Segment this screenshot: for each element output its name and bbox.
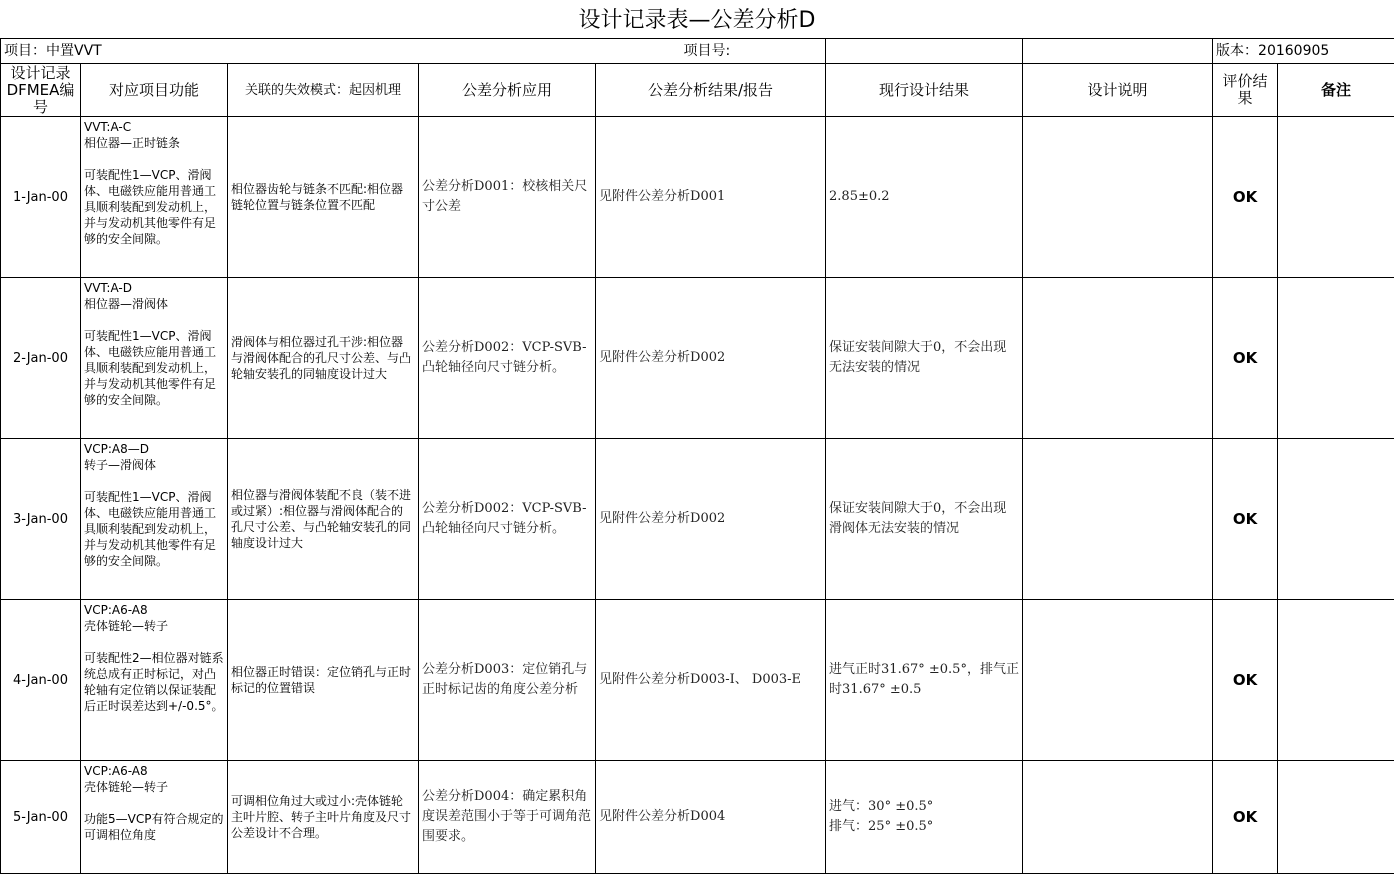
function-cell[interactable] (81, 278, 228, 439)
table-row (1, 117, 1394, 278)
tolerance-application-cell[interactable]: 公差分析D004：确定累积角度误差范围小于等于可调角范围要求。 (419, 761, 596, 874)
current-result-intake: 进气：30° ±0.5° (829, 797, 1019, 817)
evaluation-cell[interactable]: OK (1213, 117, 1278, 278)
failure-mode-cell[interactable]: 相位器正时错误：定位销孔与正时标记的位置错误 (228, 600, 419, 761)
failure-mode-cell[interactable]: 滑阀体与相位器过孔干涉:相位器与滑阀体配合的孔尺寸公差、与凸轮轴安装孔的同轴度设计过大 (228, 278, 419, 439)
design-note-cell[interactable] (1023, 117, 1213, 278)
project-no-label[interactable]: 项目号: (596, 39, 826, 64)
function-desc: 可装配性1—VCP、滑阀体、电磁铁应能用普通工具顺利装配到发动机上，并与发动机其他零件有足够的安全间隙。 (84, 489, 224, 569)
design-record-table (0, 38, 1394, 874)
header-row (1, 64, 1394, 117)
table-row (1, 439, 1394, 600)
evaluation-cell[interactable]: OK (1213, 600, 1278, 761)
header-evaluation[interactable]: 评价结果 (1213, 64, 1278, 117)
evaluation-cell[interactable]: OK (1213, 761, 1278, 874)
remark-cell[interactable] (1278, 278, 1394, 439)
header-tolerance-application[interactable]: 公差分析应用 (419, 64, 596, 117)
header-dfmea-no-label: DFMEA编号 (4, 82, 77, 116)
header-tolerance-result[interactable]: 公差分析结果/报告 (596, 64, 826, 117)
header-failure-mode[interactable]: 关联的失效模式：起因机理 (228, 64, 419, 117)
current-result-exhaust: 排气：25° ±0.5° (829, 817, 1019, 837)
project-no-value[interactable] (826, 39, 1023, 64)
header-remark[interactable]: 备注 (1278, 64, 1394, 117)
function-cell[interactable] (81, 761, 228, 874)
tolerance-result-cell[interactable]: 见附件公差分析D002 (596, 439, 826, 600)
current-result-cell[interactable]: 进气正时31.67° ±0.5°，排气正时31.67° ±0.5 (826, 600, 1023, 761)
function-code: VCP:A8—D (84, 441, 224, 457)
design-note-cell[interactable] (1023, 278, 1213, 439)
function-cell[interactable] (81, 439, 228, 600)
current-result-cell[interactable] (826, 761, 1023, 874)
failure-mode-cell[interactable]: 相位器与滑阀体装配不良（装不进或过紧）:相位器与滑阀体配合的孔尺寸公差、与凸轮轴安装孔的同轴度设计过大 (228, 439, 419, 600)
header-function[interactable]: 对应项目功能 (81, 64, 228, 117)
function-cell[interactable] (81, 117, 228, 278)
function-cell[interactable] (81, 600, 228, 761)
blank-cell[interactable] (1023, 39, 1213, 64)
record-id[interactable]: 4-Jan-00 (1, 600, 81, 761)
function-code: VVT:A-D (84, 280, 224, 296)
function-title: 相位器—滑阀体 (84, 296, 224, 312)
record-id[interactable]: 1-Jan-00 (1, 117, 81, 278)
info-row (1, 39, 1394, 64)
tolerance-application-cell[interactable]: 公差分析D002：VCP-SVB-凸轮轴径向尺寸链分析。 (419, 439, 596, 600)
function-code: VCP:A6-A8 (84, 602, 224, 618)
tolerance-result-cell[interactable]: 见附件公差分析D002 (596, 278, 826, 439)
function-code: VVT:A-C (84, 119, 224, 135)
tolerance-result-cell[interactable]: 见附件公差分析D001 (596, 117, 826, 278)
failure-mode-cell[interactable]: 相位器齿轮与链条不匹配:相位器链轮位置与链条位置不匹配 (228, 117, 419, 278)
current-result-cell[interactable]: 保证安装间隙大于0，不会出现无法安装的情况 (826, 278, 1023, 439)
remark-cell[interactable] (1278, 600, 1394, 761)
record-id[interactable]: 3-Jan-00 (1, 439, 81, 600)
tolerance-application-cell[interactable]: 公差分析D001：校核相关尺寸公差 (419, 117, 596, 278)
tolerance-result-cell[interactable]: 见附件公差分析D004 (596, 761, 826, 874)
table-row (1, 278, 1394, 439)
function-title: 相位器—正时链条 (84, 135, 224, 151)
function-title: 壳体链轮—转子 (84, 779, 224, 795)
function-desc: 可装配性1—VCP、滑阀体、电磁铁应能用普通工具顺利装配到发动机上，并与发动机其他零件有足够的安全间隙。 (84, 328, 224, 408)
record-id[interactable]: 2-Jan-00 (1, 278, 81, 439)
current-result-cell[interactable]: 2.85±0.2 (826, 117, 1023, 278)
function-title: 转子—滑阀体 (84, 457, 224, 473)
version-cell[interactable]: 版本：20160905 (1213, 39, 1394, 64)
table-row (1, 761, 1394, 874)
failure-mode-cell[interactable]: 可调相位角过大或过小:壳体链轮主叶片腔、转子主叶片角度及尺寸公差设计不合理。 (228, 761, 419, 874)
design-note-cell[interactable] (1023, 600, 1213, 761)
header-design-note[interactable]: 设计说明 (1023, 64, 1213, 117)
table-row (1, 600, 1394, 761)
sheet-title: 设计记录表—公差分析D (0, 0, 1394, 38)
remark-cell[interactable] (1278, 439, 1394, 600)
record-id[interactable]: 5-Jan-00 (1, 761, 81, 874)
function-desc: 可装配性1—VCP、滑阀体、电磁铁应能用普通工具顺利装配到发动机上，并与发动机其他零件有足够的安全间隙。 (84, 167, 224, 247)
tolerance-application-cell[interactable]: 公差分析D003：定位销孔与正时标记齿的角度公差分析 (419, 600, 596, 761)
function-desc: 功能5—VCP有符合规定的可调相位角度 (84, 811, 224, 843)
design-note-cell[interactable] (1023, 761, 1213, 874)
tolerance-application-cell[interactable]: 公差分析D002：VCP-SVB-凸轮轴径向尺寸链分析。 (419, 278, 596, 439)
header-current-result[interactable]: 现行设计结果 (826, 64, 1023, 117)
function-desc: 可装配性2—相位器对链系统总成有正时标记，对凸轮轴有定位销以保证装配后正时误差达到+/-0.5°。 (84, 650, 224, 714)
function-title: 壳体链轮—转子 (84, 618, 224, 634)
evaluation-cell[interactable]: OK (1213, 278, 1278, 439)
remark-cell[interactable] (1278, 117, 1394, 278)
project-cell[interactable]: 项目：中置VVT (1, 39, 596, 64)
header-design-record[interactable] (1, 64, 81, 117)
header-design-record-label: 设计记录 (4, 65, 77, 82)
current-result-cell[interactable]: 保证安装间隙大于0，不会出现滑阀体无法安装的情况 (826, 439, 1023, 600)
tolerance-result-cell[interactable]: 见附件公差分析D003-I、 D003-E (596, 600, 826, 761)
function-code: VCP:A6-A8 (84, 763, 224, 779)
design-note-cell[interactable] (1023, 439, 1213, 600)
remark-cell[interactable] (1278, 761, 1394, 874)
evaluation-cell[interactable]: OK (1213, 439, 1278, 600)
